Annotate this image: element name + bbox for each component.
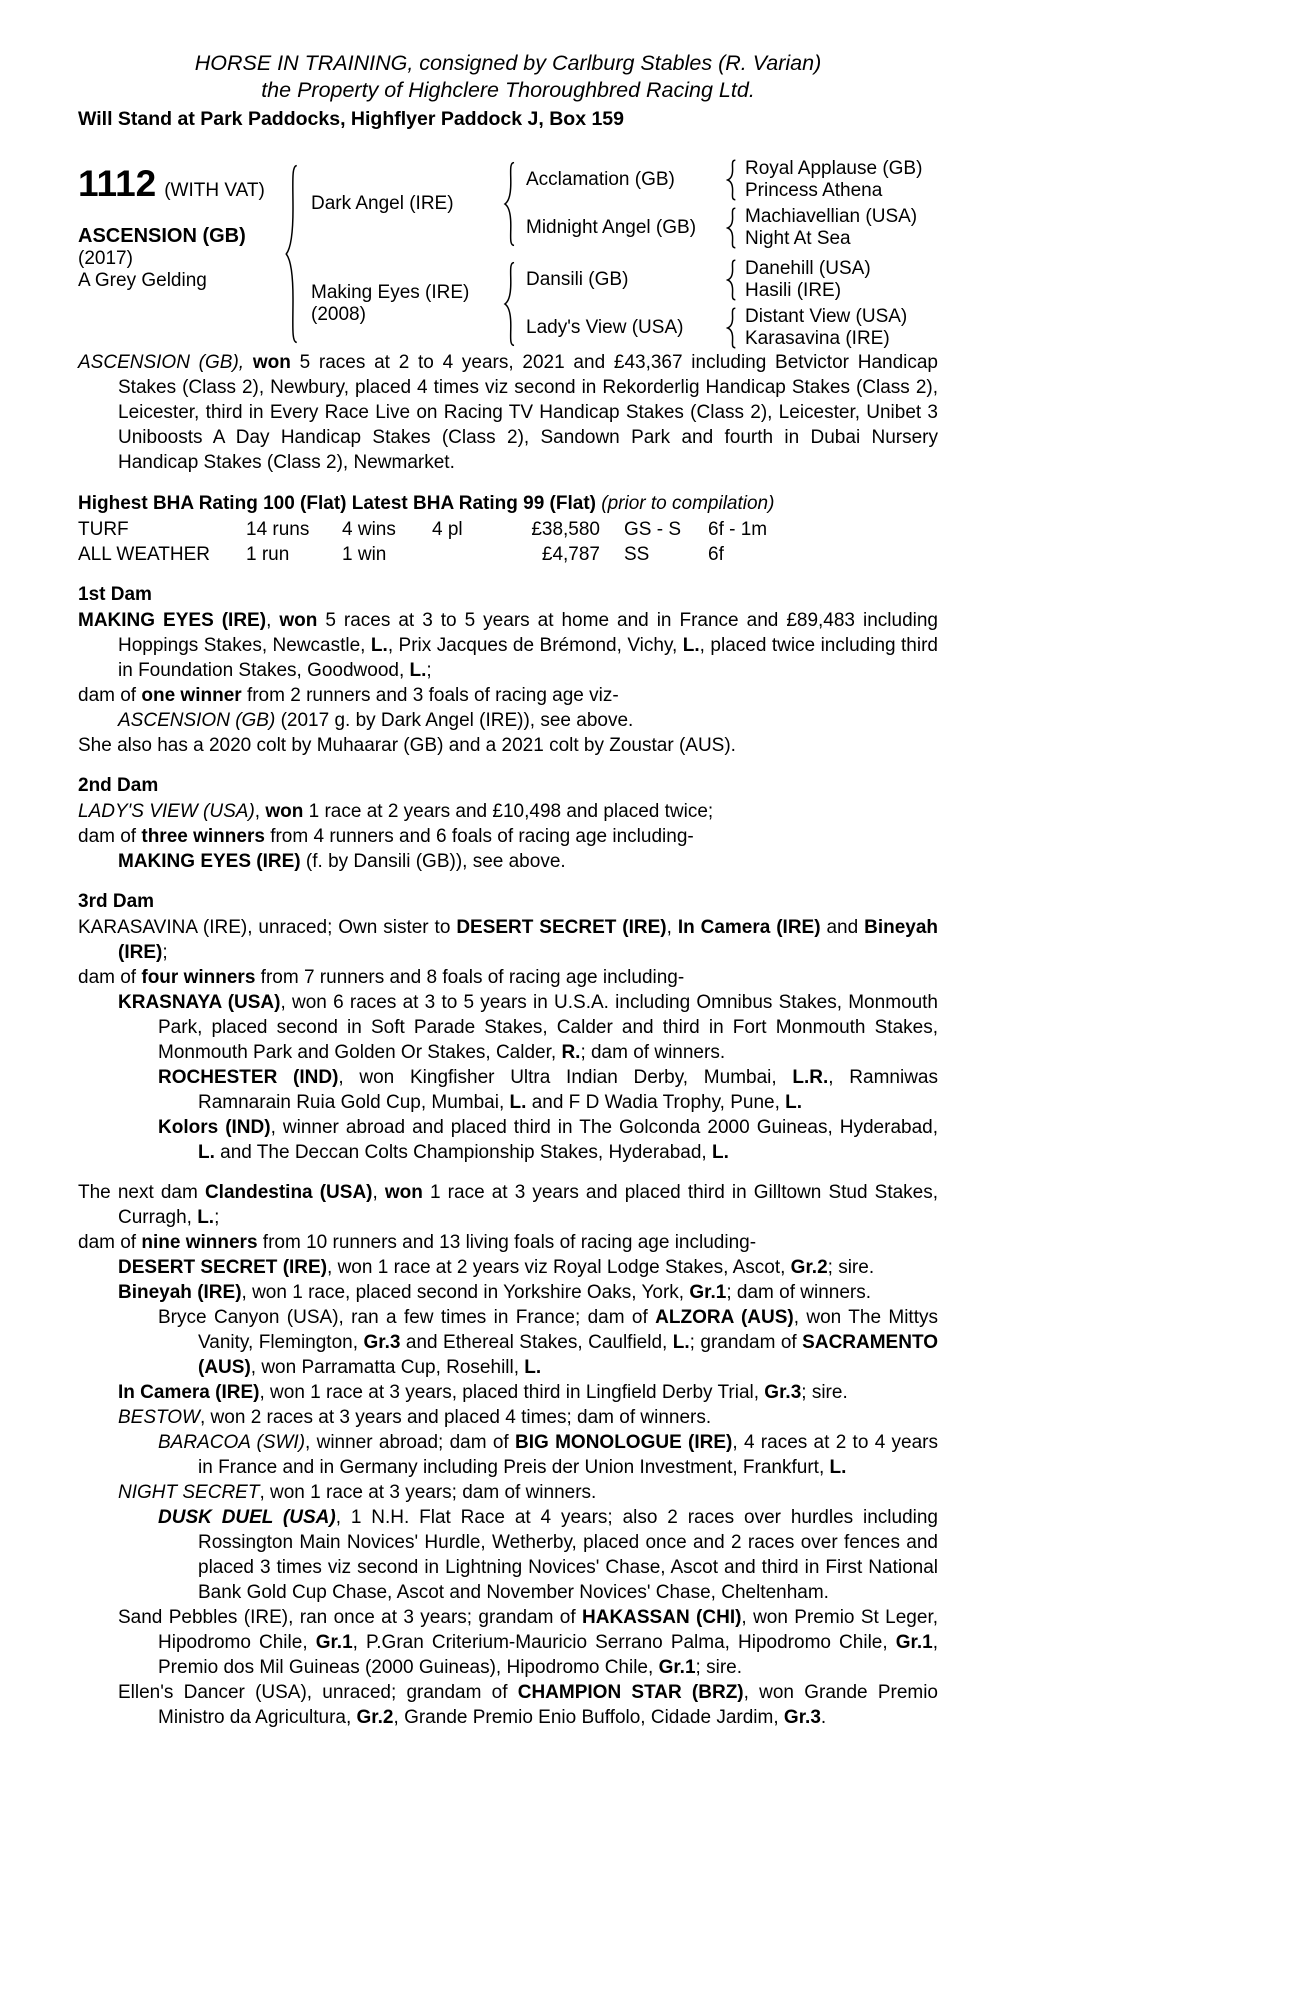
text-segment: DESERT SECRET (IRE) <box>118 1257 328 1278</box>
catalogue-paragraph <box>78 1230 938 1255</box>
stats-row-all-weather <box>78 542 938 567</box>
text-segment: , Premio dos Mil Guineas (2000 Guineas), Hipodromo Chile, <box>158 1632 938 1678</box>
great-grandsire-name: Royal Applause (GB) <box>745 158 923 179</box>
text-segment: , won Parramatta Cup, Rosehill, <box>250 1357 525 1378</box>
text-segment: Gr.1 <box>315 1632 353 1653</box>
text-segment: three winners <box>141 826 265 847</box>
catalogue-paragraph <box>78 824 938 849</box>
text-segment: ; dam of winners. <box>580 1042 726 1063</box>
text-segment: KARASAVINA (IRE), unraced; Own sister to <box>78 917 457 938</box>
text-segment: ; grandam of <box>689 1332 803 1353</box>
text-segment: dam of <box>78 685 142 706</box>
great-granddam-name: Hasili (IRE) <box>745 280 842 301</box>
stats-wins: 4 wins <box>342 519 396 540</box>
granddam-branch <box>526 206 938 250</box>
pedigree-brace-icon <box>503 260 516 348</box>
text-segment: 1 race at 2 years and £10,498 and placed twice; <box>303 801 714 822</box>
grandsire-branch <box>526 258 938 302</box>
text-segment: Gr.1 <box>658 1657 696 1678</box>
text-segment: L.R. <box>792 1067 829 1088</box>
vat-note: (WITH VAT) <box>164 180 265 201</box>
catalogue-paragraph <box>78 733 938 758</box>
granddam-branch <box>526 306 938 350</box>
text-segment: (f. by Dansili (GB)), see above. <box>300 851 566 872</box>
text-segment: L. <box>829 1457 847 1478</box>
text-segment: from 2 runners and 3 foals of racing age viz- <box>241 685 619 706</box>
text-segment: ASCENSION (GB) <box>118 710 276 731</box>
owner-line: the Property of Highclere Thoroughbred Racing Ltd. <box>261 78 755 102</box>
stats-surface: TURF <box>78 519 129 540</box>
text-segment: Gr.2 <box>356 1707 394 1728</box>
catalogue-paragraph <box>78 683 938 708</box>
granddam-name: Lady's View (USA) <box>526 317 684 338</box>
text-segment: The next dam <box>78 1182 205 1203</box>
text-segment: , won 2 races at 3 years and placed 4 times; dam of winners. <box>200 1407 712 1428</box>
text-segment: Highest BHA Rating 100 (Flat) Latest BHA Rating 99 (Flat) <box>78 493 602 514</box>
text-segment: NIGHT SECRET <box>118 1482 260 1503</box>
grandsire-branch <box>526 158 938 202</box>
text-segment: ; sire. <box>827 1257 875 1278</box>
text-segment: won <box>252 352 291 373</box>
page-header <box>78 50 938 132</box>
catalogue-paragraph <box>78 1505 938 1605</box>
text-segment: KRASNAYA (USA) <box>118 992 281 1013</box>
text-segment: , <box>254 801 266 822</box>
text-segment: one winner <box>141 685 242 706</box>
content-column <box>78 50 938 1730</box>
catalogue-paragraph <box>78 1255 938 1280</box>
pedigree-generation-2 <box>311 158 938 350</box>
text-segment: , won Grande Premio Ministro da Agricultura, <box>158 1682 938 1728</box>
text-segment: Bineyah (IRE) <box>118 1282 242 1303</box>
great-grandsire-name: Machiavellian (USA) <box>745 206 918 227</box>
text-segment: (2017 g. by Dark Angel (IRE)), see above. <box>275 710 634 731</box>
great-granddam-name: Night At Sea <box>745 228 851 249</box>
foaling-year: (2017) <box>78 248 133 269</box>
sire-name: Dark Angel (IRE) <box>311 193 454 214</box>
great-grandsire-name: Danehill (USA) <box>745 258 871 279</box>
text-segment: Sand Pebbles (IRE), ran once at 3 years; grandam of <box>118 1607 582 1628</box>
great-grandparents-pair <box>745 306 938 350</box>
pedigree-brace-icon <box>726 259 737 301</box>
text-segment: 1 race at 3 years and placed third in Gilltown Stud Stakes, Curragh, <box>118 1182 939 1228</box>
dam-name: Making Eyes (IRE) <box>311 282 470 303</box>
catalogue-paragraph <box>78 915 938 965</box>
catalogue-paragraphs <box>78 582 938 1730</box>
stats-places: 4 pl <box>432 519 463 540</box>
great-granddam-name: Princess Athena <box>745 180 883 201</box>
catalogue-paragraph <box>78 799 938 824</box>
stats-runs: 1 run <box>246 544 290 565</box>
text-segment: ; <box>162 942 168 963</box>
bha-rating-line <box>78 491 938 516</box>
text-segment: ; <box>214 1207 220 1228</box>
text-segment: LADY'S VIEW (USA) <box>78 801 255 822</box>
section-heading: 2nd Dam <box>78 775 159 796</box>
text-segment: 5 races at 2 to 4 years, 2021 and £43,367 including Betvictor Handicap Stakes (Class 2), Newbury, placed 4 times viz second in Rekorderlig Handicap Stakes (Class 2), Leicester, third in Every Race Live on Racing TV Handicap Stakes (Class 2), Leicester, Unibet 3 Uniboosts A Day Handicap Stakes (Class 2), Sandown Park and fourth in Dubai Nursery Handicap Stakes (Class 2), Newmarket. <box>118 352 939 473</box>
catalogue-paragraph <box>78 1115 938 1165</box>
text-segment: won <box>265 801 304 822</box>
text-segment: dam of <box>78 1232 142 1253</box>
text-segment: , won The Mittys Vanity, Flemington, <box>198 1307 938 1353</box>
catalogue-paragraph <box>78 1280 938 1305</box>
text-segment: ROCHESTER (IND) <box>158 1067 339 1088</box>
text-segment: , winner abroad; dam of <box>305 1432 516 1453</box>
text-segment: MAKING EYES (IRE) <box>78 610 267 631</box>
text-segment: BARACOA (SWI) <box>158 1432 306 1453</box>
text-segment: , P.Gran Criterium-Mauricio Serrano Palma, Hipodromo Chile, <box>352 1632 896 1653</box>
text-segment: ALZORA (AUS) <box>655 1307 794 1328</box>
text-segment: , 1 N.H. Flat Race at 4 years; also 2 races over hurdles including Rossington Main Novices' Hurdle, Wetherby, placed once and 2 races over fences and placed 3 times viz second in Lightning Novices' Chase, Ascot and third in First National Bank Gold Cup Chase, Ascot and November Novices' Chase, Cheltenham. <box>198 1507 938 1603</box>
text-segment: In Camera (IRE) <box>118 1382 260 1403</box>
text-segment: L. <box>682 635 700 656</box>
text-segment: , <box>666 917 678 938</box>
lot-block <box>78 158 284 350</box>
text-segment: Gr.2 <box>790 1257 828 1278</box>
pedigree-brace-icon <box>726 159 737 201</box>
text-segment: four winners <box>141 967 256 988</box>
text-segment: and <box>820 917 865 938</box>
catalogue-paragraph <box>78 1405 938 1430</box>
text-segment: and F D Wadia Trophy, Pune, <box>526 1092 786 1113</box>
stats-wins: 1 win <box>342 544 387 565</box>
great-grandsire-name: Distant View (USA) <box>745 306 908 327</box>
text-segment: , won 1 race at 2 years viz Royal Lodge Stakes, Ascot, <box>327 1257 791 1278</box>
text-segment: , <box>372 1182 385 1203</box>
text-segment: ; <box>426 660 432 681</box>
text-segment: Gr.3 <box>363 1332 401 1353</box>
stats-row-turf <box>78 517 938 542</box>
stats-distance: 6f - 1m <box>708 519 768 540</box>
text-segment: In Camera (IRE) <box>677 917 821 938</box>
text-segment: ASCENSION (GB), <box>78 352 253 373</box>
text-segment: L. <box>370 635 388 656</box>
pedigree-brace-icon <box>503 160 516 248</box>
text-segment: L. <box>409 660 427 681</box>
text-segment: L. <box>785 1092 803 1113</box>
text-segment: L. <box>197 1207 215 1228</box>
sire-grandparents <box>526 158 938 250</box>
great-grandparents-pair <box>745 206 938 250</box>
dam-branch <box>311 258 938 350</box>
stats-going: SS <box>624 544 650 565</box>
pedigree-section <box>78 158 938 350</box>
text-segment: ; sire. <box>801 1382 848 1403</box>
horse-description: A Grey Gelding <box>78 270 207 291</box>
text-segment: , placed twice including third in Foundation Stakes, Goodwood, <box>118 635 938 681</box>
dam-year: (2008) <box>311 304 366 325</box>
text-segment: R. <box>561 1042 581 1063</box>
catalogue-paragraph <box>78 1380 938 1405</box>
text-segment: BIG MONOLOGUE (IRE) <box>515 1432 733 1453</box>
consignor-line: HORSE IN TRAINING, consigned by Carlburg Stables (R. Varian) <box>194 51 822 75</box>
text-segment: from 10 runners and 13 living foals of racing age including- <box>257 1232 757 1253</box>
text-segment: , won Kingfisher Ultra Indian Derby, Mumbai, <box>338 1067 793 1088</box>
text-segment: DUSK DUEL (USA) <box>158 1507 336 1528</box>
text-segment: (prior to compilation) <box>601 493 775 514</box>
text-segment: won <box>279 610 318 631</box>
catalogue-paragraph <box>78 1065 938 1115</box>
text-segment: nine winners <box>141 1232 258 1253</box>
text-segment: Gr.3 <box>783 1707 821 1728</box>
text-segment: , Ramniwas Ramnarain Ruia Gold Cup, Mumbai, <box>198 1067 938 1113</box>
catalogue-paragraph <box>78 708 938 733</box>
stats-distance: 6f <box>708 544 724 565</box>
text-segment: , Grande Premio Enio Buffolo, Cidade Jardim, <box>393 1707 784 1728</box>
text-segment: . <box>820 1707 827 1728</box>
catalogue-paragraph <box>78 849 938 874</box>
great-grandparents-pair <box>745 158 938 202</box>
catalogue-paragraph <box>78 1680 938 1730</box>
race-record-paragraph <box>78 350 938 475</box>
text-segment: and Ethereal Stakes, Caulfield, <box>400 1332 673 1353</box>
text-segment: MAKING EYES (IRE) <box>118 851 301 872</box>
section-heading: 1st Dam <box>78 584 152 605</box>
stabling-line: Will Stand at Park Paddocks, Highflyer Paddock J, Box 159 <box>78 108 624 130</box>
text-segment: 5 races at 3 to 5 years at home and in France and £89,483 including Hoppings Stakes, Newcastle, <box>118 610 938 656</box>
text-segment: Bryce Canyon (USA), ran a few times in France; dam of <box>158 1307 656 1328</box>
text-segment: , won 6 races at 3 to 5 years in U.S.A. including Omnibus Stakes, Monmouth Park, placed second in Soft Parade Stakes, Calder and third in Fort Monmouth Stakes, Monmouth Park and Golden Or Stakes, Calder, <box>158 992 938 1063</box>
section-heading: 3rd Dam <box>78 891 155 912</box>
text-segment: SACRAMENTO (AUS) <box>198 1332 938 1378</box>
stats-earnings: £4,787 <box>541 544 600 565</box>
text-segment: ; dam of winners. <box>726 1282 872 1303</box>
text-segment: , won Premio St Leger, Hipodromo Chile, <box>158 1607 938 1653</box>
catalogue-paragraph <box>78 965 938 990</box>
catalogue-paragraph <box>78 990 938 1065</box>
text-segment: from 4 runners and 6 foals of racing age including- <box>264 826 694 847</box>
great-grandparents-pair <box>745 258 938 302</box>
catalogue-paragraph <box>78 1430 938 1480</box>
catalogue-paragraph <box>78 1605 938 1680</box>
text-segment: , won 1 race at 3 years; dam of winners. <box>259 1482 597 1503</box>
dam-name-cell <box>311 282 503 326</box>
text-segment: Kolors (IND) <box>158 1117 271 1138</box>
text-segment: dam of <box>78 826 142 847</box>
text-segment: , <box>266 610 280 631</box>
text-segment: Gr.3 <box>764 1382 802 1403</box>
horse-name: ASCENSION (GB) <box>78 225 246 247</box>
text-segment: BESTOW <box>118 1407 200 1428</box>
stats-going: GS - S <box>624 519 682 540</box>
text-segment: CHAMPION STAR (BRZ) <box>517 1682 744 1703</box>
text-segment: Bineyah (IRE) <box>118 917 939 963</box>
dam-grandparents <box>526 258 938 350</box>
stats-places <box>432 542 508 567</box>
pedigree-tree <box>284 158 938 350</box>
text-segment: L. <box>509 1092 527 1113</box>
great-granddam-name: Karasavina (IRE) <box>745 328 890 349</box>
text-segment: won <box>384 1182 423 1203</box>
text-segment: L. <box>198 1142 215 1163</box>
text-segment: , Prix Jacques de Brémond, Vichy, <box>387 635 683 656</box>
stats-surface: ALL WEATHER <box>78 544 210 565</box>
grandsire-name: Dansili (GB) <box>526 269 629 290</box>
text-segment: dam of <box>78 967 142 988</box>
text-segment: HAKASSAN (CHI) <box>582 1607 742 1628</box>
race-statistics-table <box>78 517 938 567</box>
text-segment: , won 1 race, placed second in Yorkshire Oaks, York, <box>241 1282 690 1303</box>
text-segment: L. <box>672 1332 690 1353</box>
stats-runs: 14 runs <box>246 519 310 540</box>
catalogue-paragraph <box>78 608 938 683</box>
grandsire-name: Acclamation (GB) <box>526 169 675 190</box>
text-segment: , won 1 race at 3 years, placed third in Lingfield Derby Trial, <box>259 1382 765 1403</box>
lot-number: 1112 <box>78 163 157 204</box>
text-segment: L. <box>711 1142 729 1163</box>
catalogue-paragraph <box>78 1480 938 1505</box>
text-segment: Gr.1 <box>895 1632 933 1653</box>
text-segment: Clandestina (USA) <box>204 1182 373 1203</box>
catalogue-paragraph <box>78 1180 938 1230</box>
text-segment: , winner abroad and placed third in The Golconda 2000 Guineas, Hyderabad, <box>270 1117 938 1138</box>
text-segment: DESERT SECRET (IRE) <box>456 917 667 938</box>
text-segment: Gr.1 <box>689 1282 727 1303</box>
stats-earnings: £38,580 <box>531 519 600 540</box>
text-segment: Ellen's Dancer (USA), unraced; grandam of <box>118 1682 518 1703</box>
text-segment: and The Deccan Colts Championship Stakes, Hyderabad, <box>214 1142 712 1163</box>
text-segment: , 4 races at 2 to 4 years in France and in Germany including Preis der Union Investment, Frankfurt, <box>198 1432 939 1478</box>
sire-branch <box>311 158 938 250</box>
text-segment: from 7 runners and 8 foals of racing age including- <box>255 967 685 988</box>
text-segment: She also has a 2020 colt by Muhaarar (GB) and a 2021 colt by Zoustar (AUS). <box>78 735 736 756</box>
pedigree-brace-icon <box>284 160 299 348</box>
catalogue-paragraph <box>78 1305 938 1380</box>
pedigree-brace-icon <box>726 307 737 349</box>
text-segment: L. <box>524 1357 542 1378</box>
lot-line <box>78 164 284 204</box>
pedigree-brace-icon <box>726 207 737 249</box>
granddam-name: Midnight Angel (GB) <box>526 217 697 238</box>
text-segment: ; sire. <box>695 1657 742 1678</box>
